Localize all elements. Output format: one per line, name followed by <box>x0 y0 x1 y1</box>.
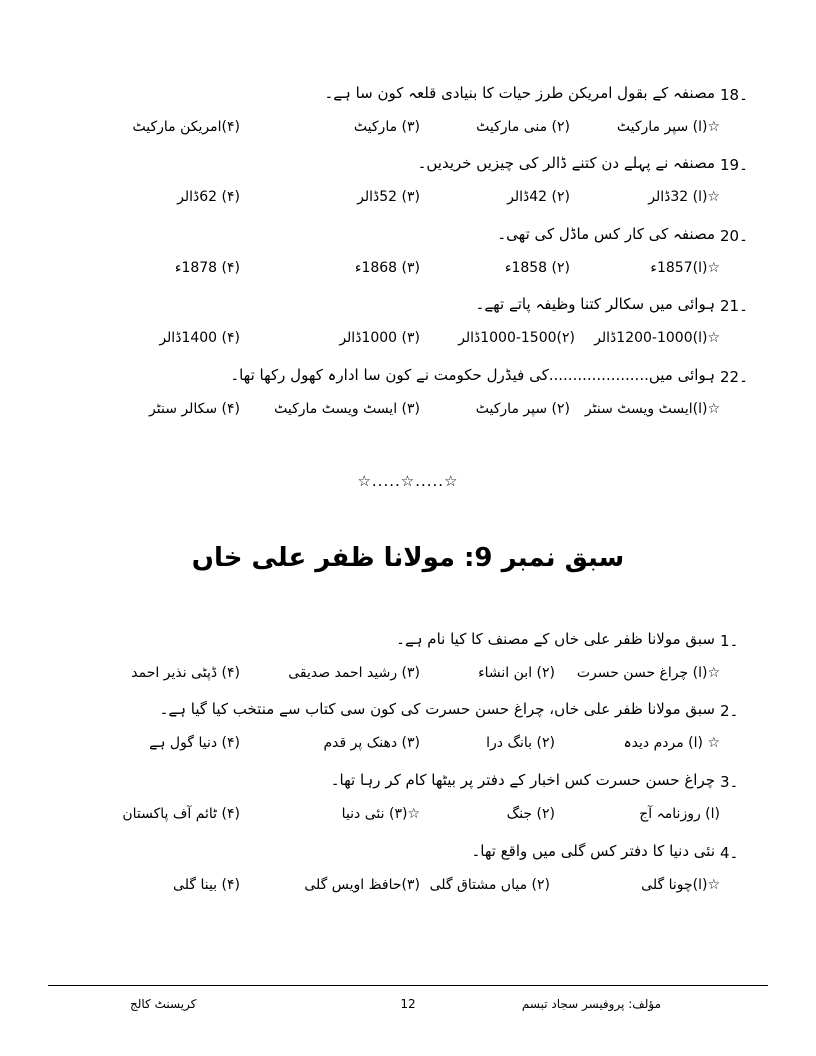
question-number: 21۔ <box>720 297 748 315</box>
options-19 <box>60 187 720 217</box>
question-number: 22۔ <box>720 368 748 386</box>
lesson-options-1 <box>60 663 720 693</box>
option-1: ☆(ا)ایسٹ ویسٹ سنٹر <box>584 401 720 417</box>
option-2: (۲) ابن انشاء <box>478 665 555 681</box>
option-3: (۳) مارکیٹ <box>353 119 420 135</box>
question-number: 3۔ <box>720 773 739 791</box>
option-4: (۴)امریکن مارکیٹ <box>132 119 240 135</box>
options-20 <box>60 258 720 288</box>
option-4: (۴) ٹائم آف پاکستان <box>122 806 240 822</box>
option-2: (۲)1000-1500ڈالر <box>458 330 575 346</box>
question-text: ہوائی میں.....................کی فیڈرل حکومت نے کون سا ادارہ کھول رکھا تھا۔ <box>230 366 715 384</box>
option-1: (ا) روزنامہ آج <box>639 806 720 822</box>
options-21 <box>60 328 720 358</box>
option-2: (۲) جنگ <box>506 806 555 822</box>
lesson-options-4 <box>60 875 720 905</box>
question-number: 18۔ <box>720 86 748 104</box>
question-number: 2۔ <box>720 702 739 720</box>
option-3: ☆(۳) نئی دنیا <box>341 806 420 822</box>
option-4: (۴) 62ڈالر <box>177 189 240 205</box>
question-text: مصنفہ کی کار کس ماڈل کی تھی۔ <box>497 225 715 243</box>
lesson-question-1 <box>60 628 770 658</box>
star-divider: ☆.....☆.....☆ <box>357 472 459 490</box>
question-20 <box>60 223 770 253</box>
option-1: ☆(ا) چراغ حسن حسرت <box>576 665 720 681</box>
option-4: (۴) بینا گلی <box>173 877 240 893</box>
question-text: چراغ حسن حسرت کس اخبار کے دفتر پر بیٹھا کام کر رہا تھا۔ <box>330 771 715 789</box>
question-text: مصنفہ کے بقول امریکن طرز حیات کا بنیادی قلعہ کون سا ہے۔ <box>324 84 715 102</box>
question-number: 19۔ <box>720 156 748 174</box>
option-3: (۳) ایسٹ ویسٹ مارکیٹ <box>274 401 420 417</box>
option-4: (۴) دنیا گول ہے <box>149 735 240 751</box>
option-1: ☆ (ا) مردم دیدہ <box>623 735 720 751</box>
lesson-options-2 <box>60 733 720 763</box>
option-4: (۴) 1878ء <box>174 260 240 276</box>
option-1: ☆(ا)1000-1200ڈالر <box>594 330 720 346</box>
option-1: ☆(ا) 32ڈالر <box>648 189 720 205</box>
option-3: (۳) 1868ء <box>354 260 420 276</box>
option-4: (۴) سکالر سنٹر <box>149 401 240 417</box>
options-18 <box>60 117 720 147</box>
lesson-question-2 <box>60 698 770 728</box>
question-text: ہوائی میں سکالر کتنا وظیفہ پاتے تھے۔ <box>475 295 715 313</box>
option-2: (۲) 42ڈالر <box>507 189 570 205</box>
option-2: (۲) منی مارکیٹ <box>476 119 570 135</box>
footer-college: کریسنٹ کالج <box>130 997 197 1011</box>
option-3: (۳) دھنک پر قدم <box>323 735 420 751</box>
question-21 <box>60 293 770 323</box>
question-number: 4۔ <box>720 844 739 862</box>
lesson-question-3 <box>60 769 770 799</box>
option-1: ☆(ا)1857ء <box>650 260 720 276</box>
option-2: (۲) میاں مشتاق گلی <box>429 877 550 893</box>
option-1: ☆(ا)چونا گلی <box>641 877 720 893</box>
option-4: (۴) 1400ڈالر <box>159 330 240 346</box>
question-text: نئی دنیا کا دفتر کس گلی میں واقع تھا۔ <box>471 842 715 860</box>
question-19 <box>60 152 770 182</box>
footer-divider <box>48 985 768 986</box>
option-3: (۳) 1000ڈالر <box>339 330 420 346</box>
question-text: سبق مولانا ظفر علی خاں، چراغ حسن حسرت کی کون سی کتاب سے منتخب کیا گیا ہے۔ <box>159 700 715 718</box>
option-3: (۳) رشید احمد صدیقی <box>288 665 420 681</box>
option-2: (۲) بانگ درا <box>486 735 555 751</box>
lesson-options-3 <box>60 804 720 834</box>
question-18 <box>60 82 770 112</box>
question-number: 20۔ <box>720 227 748 245</box>
option-3: (۳)حافظ اویس گلی <box>304 877 420 893</box>
option-3: (۳) 52ڈالر <box>357 189 420 205</box>
option-2: (۲) 1858ء <box>504 260 570 276</box>
question-22 <box>60 364 770 394</box>
option-4: (۴) ڈپٹی نذیر احمد <box>131 665 240 681</box>
lesson-title: سبق نمبر 9: مولانا ظفر علی خاں <box>191 543 625 573</box>
question-text: مصنفہ نے پہلے دن کتنے ڈالر کی چیزیں خریدیں۔ <box>417 154 715 172</box>
option-2: (۲) سپر مارکیٹ <box>475 401 570 417</box>
footer-author: مؤلف: پروفیسر سجاد تبسم <box>521 997 661 1011</box>
option-1: ☆(ا) سپر مارکیٹ <box>616 119 720 135</box>
question-text: سبق مولانا ظفر علی خاں کے مصنف کا کیا نام ہے۔ <box>396 630 715 648</box>
options-22 <box>60 399 720 429</box>
page-number: 12 <box>400 997 416 1011</box>
question-number: 1۔ <box>720 632 739 650</box>
lesson-question-4 <box>60 840 770 870</box>
